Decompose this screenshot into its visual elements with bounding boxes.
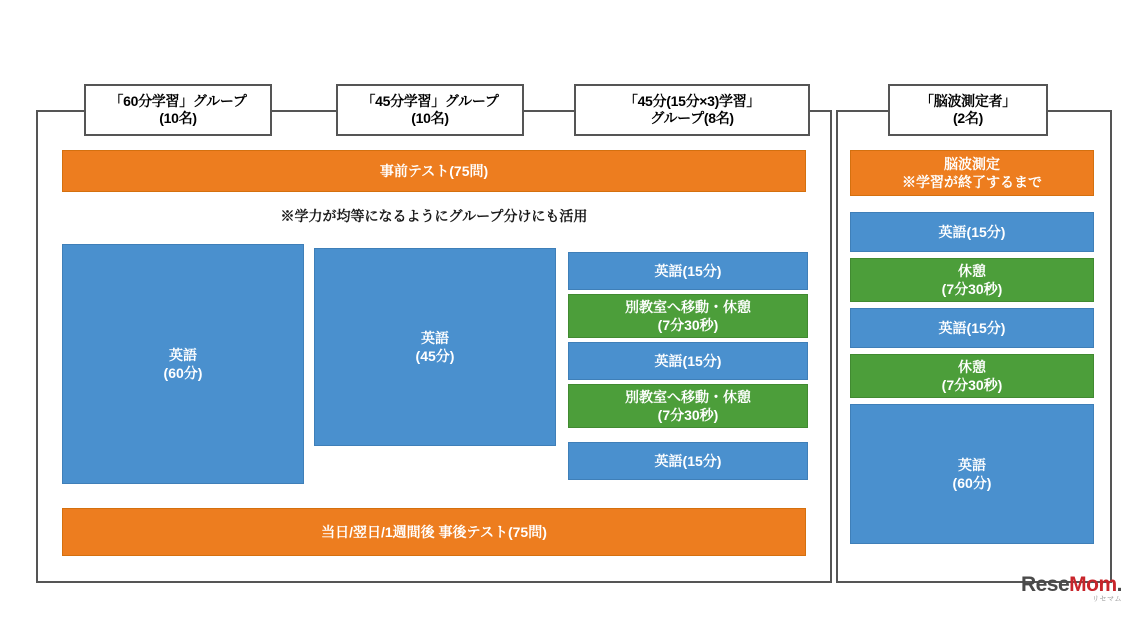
eeg-break-block-1-line1: 休憩 (958, 262, 986, 279)
study-block-col3-1 (568, 252, 808, 290)
study-block-english-45min-line2: (45分) (415, 348, 455, 364)
grouping-note-label: ※学力が均等になるようにグループ分けにも活用 (280, 208, 588, 224)
group-label-eeg (888, 84, 1048, 136)
eeg-study-block-60min (850, 404, 1094, 544)
study-block-english-60min-line1: 英語 (169, 346, 197, 363)
study-block-col3-3-line1: 英語(15分) (654, 352, 722, 369)
study-block-english-60min-line2: (60分) (163, 365, 203, 381)
group-label-45min-split-line2: グループ(8名) (650, 110, 734, 126)
eeg-measurement-line1: 脳波測定 (944, 155, 1000, 172)
watermark-logo-text (1021, 574, 1122, 595)
eeg-study-block-1-line1: 英語(15分) (938, 223, 1006, 240)
eeg-break-block-1 (850, 258, 1094, 302)
post-test-label: 当日/翌日/1週間後 事後テスト(75問) (321, 523, 547, 540)
group-label-eeg-line1: 「脳波測定者」 (920, 92, 1016, 109)
group-label-45min (336, 84, 524, 136)
study-block-col3-5 (568, 442, 808, 480)
study-block-col3-1-line1: 英語(15分) (654, 262, 722, 279)
watermark-suffix: . (1116, 573, 1122, 596)
group-label-eeg-line2: (2名) (953, 110, 983, 126)
group-label-60min-line1: 「60分学習」グループ (109, 92, 247, 109)
group-label-45min-line2: (10名) (411, 110, 449, 126)
study-block-english-45min (314, 248, 556, 446)
study-block-col3-5-line1: 英語(15分) (654, 452, 722, 469)
break-block-col3-4 (568, 384, 808, 428)
break-block-col3-4-line1: 別教室へ移動・休憩 (625, 388, 751, 405)
eeg-break-block-2-line2: (7分30秒) (941, 377, 1003, 393)
break-block-col3-4-line2: (7分30秒) (657, 407, 719, 423)
eeg-measurement-line2: ※学習が終了するまで (902, 174, 1042, 190)
break-block-col3-2 (568, 294, 808, 338)
break-block-col3-2-line2: (7分30秒) (657, 317, 719, 333)
eeg-study-block-60min-line1: 英語 (958, 456, 986, 473)
eeg-measurement-block (850, 150, 1094, 196)
watermark-prefix: Rese (1020, 573, 1070, 596)
eeg-study-block-2-line1: 英語(15分) (938, 319, 1006, 336)
group-label-60min-line2: (10名) (159, 110, 197, 126)
eeg-study-block-2 (850, 308, 1094, 348)
eeg-break-block-2-line1: 休憩 (958, 358, 986, 375)
pre-test-label: 事前テスト(75問) (379, 162, 489, 179)
break-block-col3-2-line1: 別教室へ移動・休憩 (625, 298, 751, 315)
pre-test-bar (62, 150, 806, 192)
group-label-45min-split (574, 84, 810, 136)
study-block-english-45min-line1: 英語 (421, 329, 449, 346)
group-label-45min-line1: 「45分学習」グループ (361, 92, 499, 109)
eeg-study-block-1 (850, 212, 1094, 252)
group-label-45min-split-line1: 「45分(15分×3)学習」 (623, 92, 761, 109)
watermark-sub-text: リセマム (1092, 596, 1122, 603)
eeg-break-block-1-line2: (7分30秒) (941, 281, 1003, 297)
grouping-note (62, 204, 806, 228)
resemom-watermark (1021, 574, 1122, 603)
eeg-break-block-2 (850, 354, 1094, 398)
watermark-mid: Mom (1069, 573, 1117, 596)
eeg-study-block-60min-line2: (60分) (952, 475, 992, 491)
group-label-60min (84, 84, 272, 136)
study-block-english-60min (62, 244, 304, 484)
post-test-bar (62, 508, 806, 556)
study-block-col3-3 (568, 342, 808, 380)
